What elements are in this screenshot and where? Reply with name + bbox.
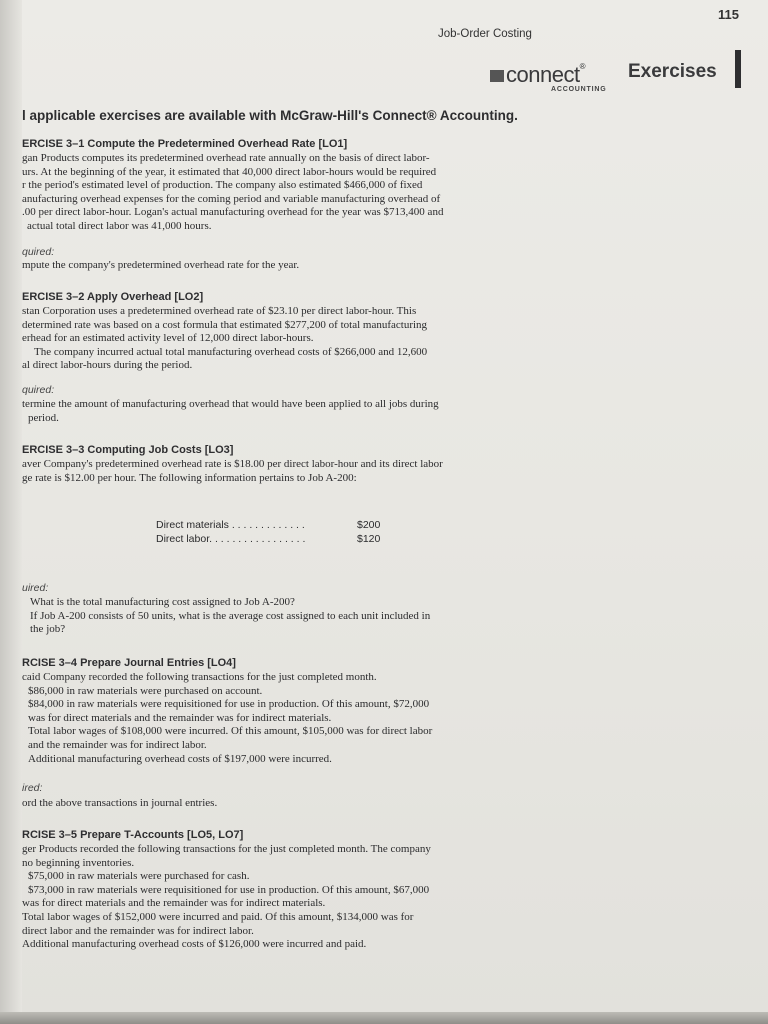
body-line: $84,000 in raw materials were requisitioned for use in production. Of this amount, $72,000 <box>28 698 430 711</box>
exercise-3-3-required-text <box>30 596 430 637</box>
schedule-label-direct-materials: Direct materials . . . . . . . . . . . . . <box>156 519 305 531</box>
body-line: determined rate was based on a cost formula that estimated $277,200 of total manufacturing <box>22 318 428 331</box>
body-line: ger Products recorded the following transactions for the just completed month. The company <box>22 843 431 855</box>
body-line: gan Products computes its predetermined overhead rate annually on the basis of direct labor- <box>22 152 430 164</box>
body-line: was for direct materials and the remainder was for indirect materials. <box>28 711 332 724</box>
body-line: Total labor wages of $152,000 were incurred and paid. Of this amount, $134,000 was for <box>22 910 414 923</box>
body-line: .00 per direct labor-hour. Logan's actual manufacturing overhead for the year was $713,400 and <box>22 206 444 219</box>
body-line: Additional manufacturing overhead costs of $126,000 were incurred and paid. <box>22 938 367 951</box>
body-line: anufacturing overhead expenses for the coming period and variable manufacturing overhead of <box>22 192 441 205</box>
page-bottom-edge <box>0 1012 768 1024</box>
exercise-3-1-heading: ERCISE 3–1 Compute the Predetermined Overhead Rate [LO1] <box>22 138 348 150</box>
connect-logo-word: connect <box>506 62 580 87</box>
exercise-3-1-required-label: quired: <box>22 246 55 258</box>
body-line: actual total direct labor was 41,000 hours. <box>27 219 212 232</box>
section-title: Exercises <box>628 61 717 82</box>
body-line: ge rate is $12.00 per hour. The following information pertains to Job A-200: <box>22 471 357 484</box>
exercise-3-4-required-label: ired: <box>22 782 43 794</box>
schedule-value-direct-labor: $120 <box>357 533 381 545</box>
body-line: $73,000 in raw materials were requisitioned for use in production. Of this amount, $67,000 <box>28 883 430 896</box>
exercise-3-5-heading: RCISE 3–5 Prepare T-Accounts [LO5, LO7] <box>22 829 244 841</box>
exercise-3-4-heading: RCISE 3–4 Prepare Journal Entries [LO4] <box>22 657 236 669</box>
body-line: erhead for an estimated activity level of 12,000 direct labor-hours. <box>22 332 314 345</box>
body-line: and the remainder was for indirect labor. <box>28 738 207 751</box>
body-line: What is the total manufacturing cost assigned to Job A-200? <box>30 596 295 608</box>
exercise-3-2-required-text <box>22 398 439 425</box>
body-line: the job? <box>30 623 66 636</box>
exercise-3-1-required-text: mpute the company's predetermined overhead rate for the year. <box>22 259 300 271</box>
body-line: was for direct materials and the remainder was for indirect materials. <box>22 897 326 910</box>
connect-logo: connect® <box>490 62 585 88</box>
exercise-3-3-required-label: uired: <box>22 582 49 594</box>
body-line: direct labor and the remainder was for indirect labor. <box>22 924 254 937</box>
body-line: Additional manufacturing overhead costs of $197,000 were incurred. <box>28 752 332 765</box>
connect-logo-subtitle: ACCOUNTING <box>551 86 607 93</box>
body-line: The company incurred actual total manufacturing overhead costs of $266,000 and 12,600 <box>34 345 428 358</box>
exercise-3-5-body <box>22 843 431 952</box>
body-line: period. <box>28 411 59 424</box>
body-line: no beginning inventories. <box>22 856 135 869</box>
body-line: al direct labor-hours during the period. <box>22 359 193 372</box>
exercise-3-4-body <box>22 671 432 766</box>
body-line: stan Corporation uses a predetermined overhead rate of $23.10 per direct labor-hour. This <box>22 305 417 317</box>
exercise-3-2-body <box>22 305 427 373</box>
exercise-3-2-heading: ERCISE 3–2 Apply Overhead [LO2] <box>22 291 204 303</box>
running-head: Job-Order Costing <box>438 28 532 40</box>
body-line: If Job A-200 consists of 50 units, what is the average cost assigned to each unit included in <box>30 609 431 622</box>
body-line: urs. At the beginning of the year, it estimated that 40,000 direct labor-hours would be required <box>22 165 437 178</box>
connect-logo-icon <box>490 70 504 82</box>
connect-intro-note: l applicable exercises are available with McGraw-Hill's Connect® Accounting. <box>22 108 518 123</box>
section-marker-bar <box>735 50 741 88</box>
exercise-3-3-body <box>22 458 443 485</box>
schedule-value-direct-materials: $200 <box>357 519 381 531</box>
body-line: Total labor wages of $108,000 were incurred. Of this amount, $105,000 was for direct labor <box>28 725 433 738</box>
exercise-3-4-required-text: ord the above transactions in journal entries. <box>22 797 218 809</box>
body-line: $86,000 in raw materials were purchased on account. <box>28 684 263 697</box>
body-line: $75,000 in raw materials were purchased for cash. <box>28 870 250 883</box>
page-number: 115 <box>718 7 739 22</box>
body-line: r the period's estimated level of production. The company also estimated $466,000 of fixed <box>22 179 423 192</box>
exercise-3-1-body <box>22 152 443 234</box>
body-line: caid Company recorded the following transactions for the just completed month. <box>22 671 377 683</box>
schedule-label-direct-labor: Direct labor. . . . . . . . . . . . . . . . . <box>156 533 306 545</box>
page-edge-shadow <box>0 0 22 1024</box>
exercise-3-2-required-label: quired: <box>22 384 55 396</box>
exercise-3-3-heading: ERCISE 3–3 Computing Job Costs [LO3] <box>22 444 234 456</box>
body-line: termine the amount of manufacturing overhead that would have been applied to all jobs during <box>22 398 439 410</box>
body-line: aver Company's predetermined overhead rate is $18.00 per direct labor-hour and its direct labor <box>22 458 443 470</box>
